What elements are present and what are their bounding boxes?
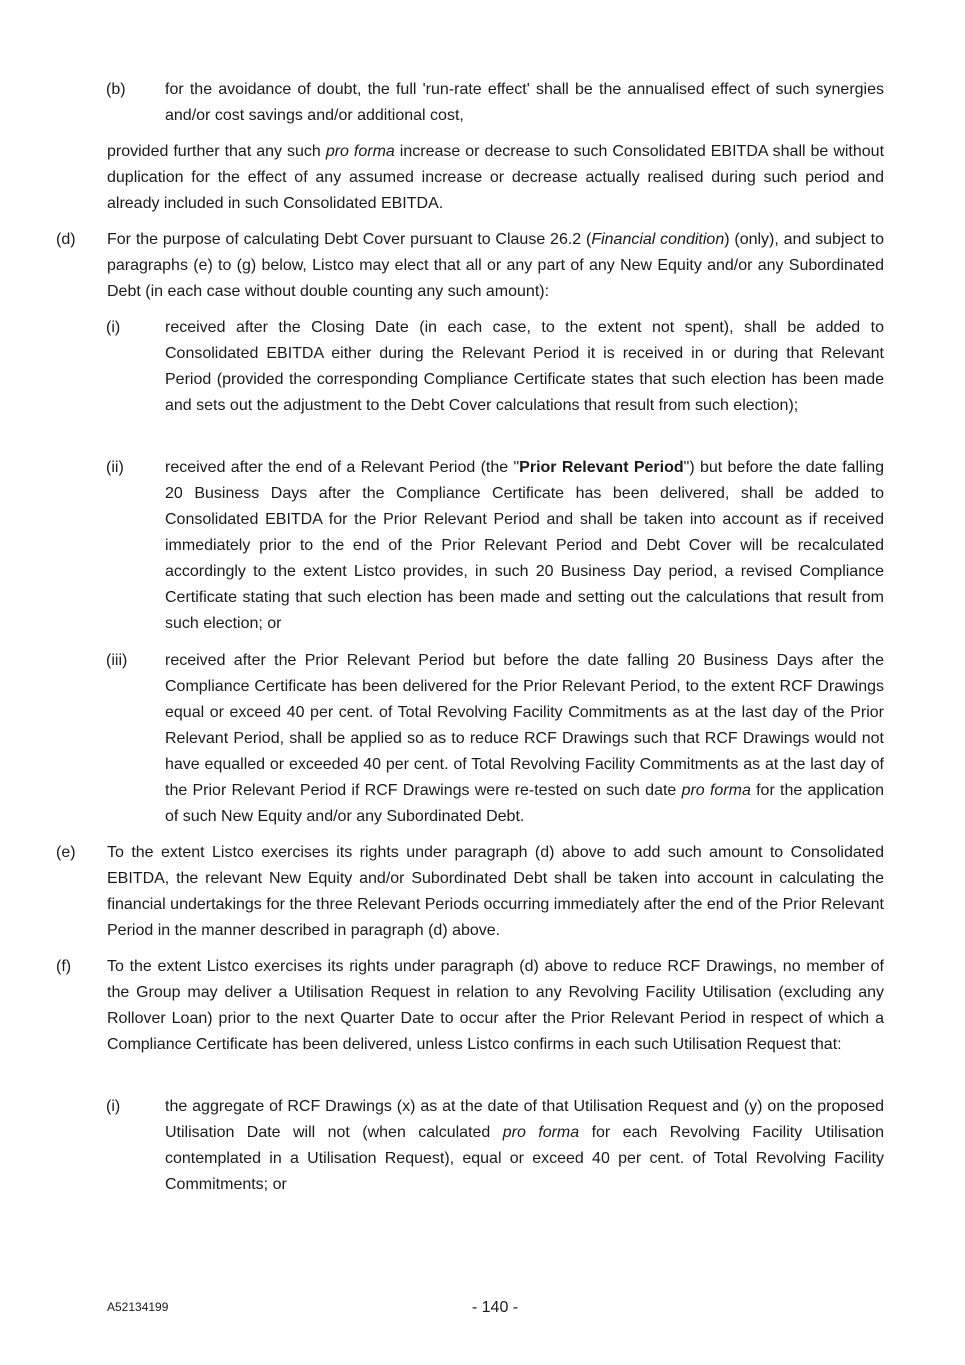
para-d-label: (d)	[56, 231, 76, 248]
para-f-i-text-2: for each Revolving Facility Utilisation contemplated in a Utilisation Request), equal or exceed 40 per cent. of Total Revolving Facility Commitments; or	[165, 1124, 884, 1193]
para-d-ii-text	[165, 455, 884, 637]
para-d-iii-text	[165, 648, 884, 830]
document-reference: A52134199	[107, 1300, 169, 1314]
para-d-text-1: For the purpose of calculating Debt Cover pursuant to Clause 26.2 (	[107, 231, 592, 248]
para-f-i-italic: pro forma	[502, 1124, 580, 1141]
proviso-italic: pro forma	[325, 143, 395, 160]
para-d-italic: Financial condition	[591, 231, 725, 248]
para-d-text-2: ) (only), and subject to paragraphs (e) to (g) below, Listco may elect that all or any part of any New Equity and/or any Subordinated Debt (in each case without double counting any such amount):	[107, 231, 885, 300]
para-f-text: To the extent Listco exercises its rights under paragraph (d) above to reduce RCF Drawings, no member of the Group may deliver a Utilisation Request in relation to any Revolving Facility Utilisation (excluding any Rollover Loan) prior to the next Quarter Date to occur after the Prior Relevant Period in respect of which a Compliance Certificate has been delivered, unless Listco confirms in each such Utilisation Request that:	[107, 958, 884, 1053]
para-f-i-label: (i)	[106, 1098, 121, 1115]
para-d-i-label: (i)	[106, 319, 121, 336]
para-f-i-text-1: the aggregate of RCF Drawings (x) as at the date of that Utilisation Request and (y) on the proposed Utilisation Date will not (when calculated	[165, 1098, 884, 1141]
para-d-text	[107, 227, 884, 305]
para-d-i-text: received after the Closing Date (in each case, to the extent not spent), shall be added to Consolidated EBITDA either during the Relevant Period it is received in or during that Relevant Period (provided the corresponding Compliance Certificate states that such election has been made and sets out the adjustment to the Debt Cover calculations that result from such election);	[165, 319, 884, 414]
proviso-paragraph	[107, 139, 884, 217]
para-b-text: for the avoidance of doubt, the full 'run-rate effect' shall be the annualised effect of such synergies and/or cost savings and/or additional cost,	[165, 81, 884, 124]
para-e-text: To the extent Listco exercises its rights under paragraph (d) above to add such amount to Consolidated EBITDA, the relevant New Equity and/or Subordinated Debt shall be taken into account in calculating the financial undertakings for the three Relevant Periods occurring immediately after the end of the Prior Relevant Period in the manner described in paragraph (d) above.	[107, 844, 884, 939]
para-f-i-text	[165, 1094, 884, 1198]
para-d-ii-text-2: ") but before the date falling 20 Business Days after the Compliance Certificate has been delivered, shall be added to Consolidated EBITDA for the Prior Relevant Period and shall be taken into account as if received immediately prior to the end of the Prior Relevant Period and Debt Cover will be recalculated accordingly to the extent Listco provides, in such 20 Business Day period, a revised Compliance Certificate stating that such election has been made and setting out the calculations that result from such election; or	[165, 459, 885, 632]
para-d-iii-text-1: received after the Prior Relevant Period but before the date falling 20 Business Days after the Compliance Certificate has been delivered for the Prior Relevant Period, to the extent RCF Drawings equal or exceed 40 per cent. of Total Revolving Facility Commitments as at the last day of the Prior Relevant Period, shall be applied so as to reduce RCF Drawings such that RCF Drawings would not have equalled or exceeded 40 per cent. of Total Revolving Facility Commitments as at the last day of the Prior Relevant Period if RCF Drawings were re-tested on such date	[165, 652, 884, 799]
para-d-ii-label: (ii)	[106, 459, 124, 476]
proviso-text-2: increase or decrease to such Consolidated EBITDA shall be without duplication for the effect of any assumed increase or decrease actually realised during such period and already included in such Consolidated EBITDA.	[107, 143, 885, 212]
para-f-label: (f)	[56, 958, 72, 975]
para-e-label: (e)	[56, 844, 76, 861]
para-b-label: (b)	[106, 81, 126, 98]
para-d-ii-defined-term: Prior Relevant Period	[519, 459, 684, 476]
para-d-ii-text-1: received after the end of a Relevant Period (the "	[165, 459, 520, 476]
para-d-iii-italic: pro forma	[681, 782, 751, 799]
page-number: - 140 -	[471, 1299, 519, 1316]
para-d-iii-label: (iii)	[106, 652, 128, 669]
proviso-text-1: provided further that any such	[107, 143, 326, 160]
para-d-iii-text-2: for the application of such New Equity and/or any Subordinated Debt.	[165, 782, 885, 825]
